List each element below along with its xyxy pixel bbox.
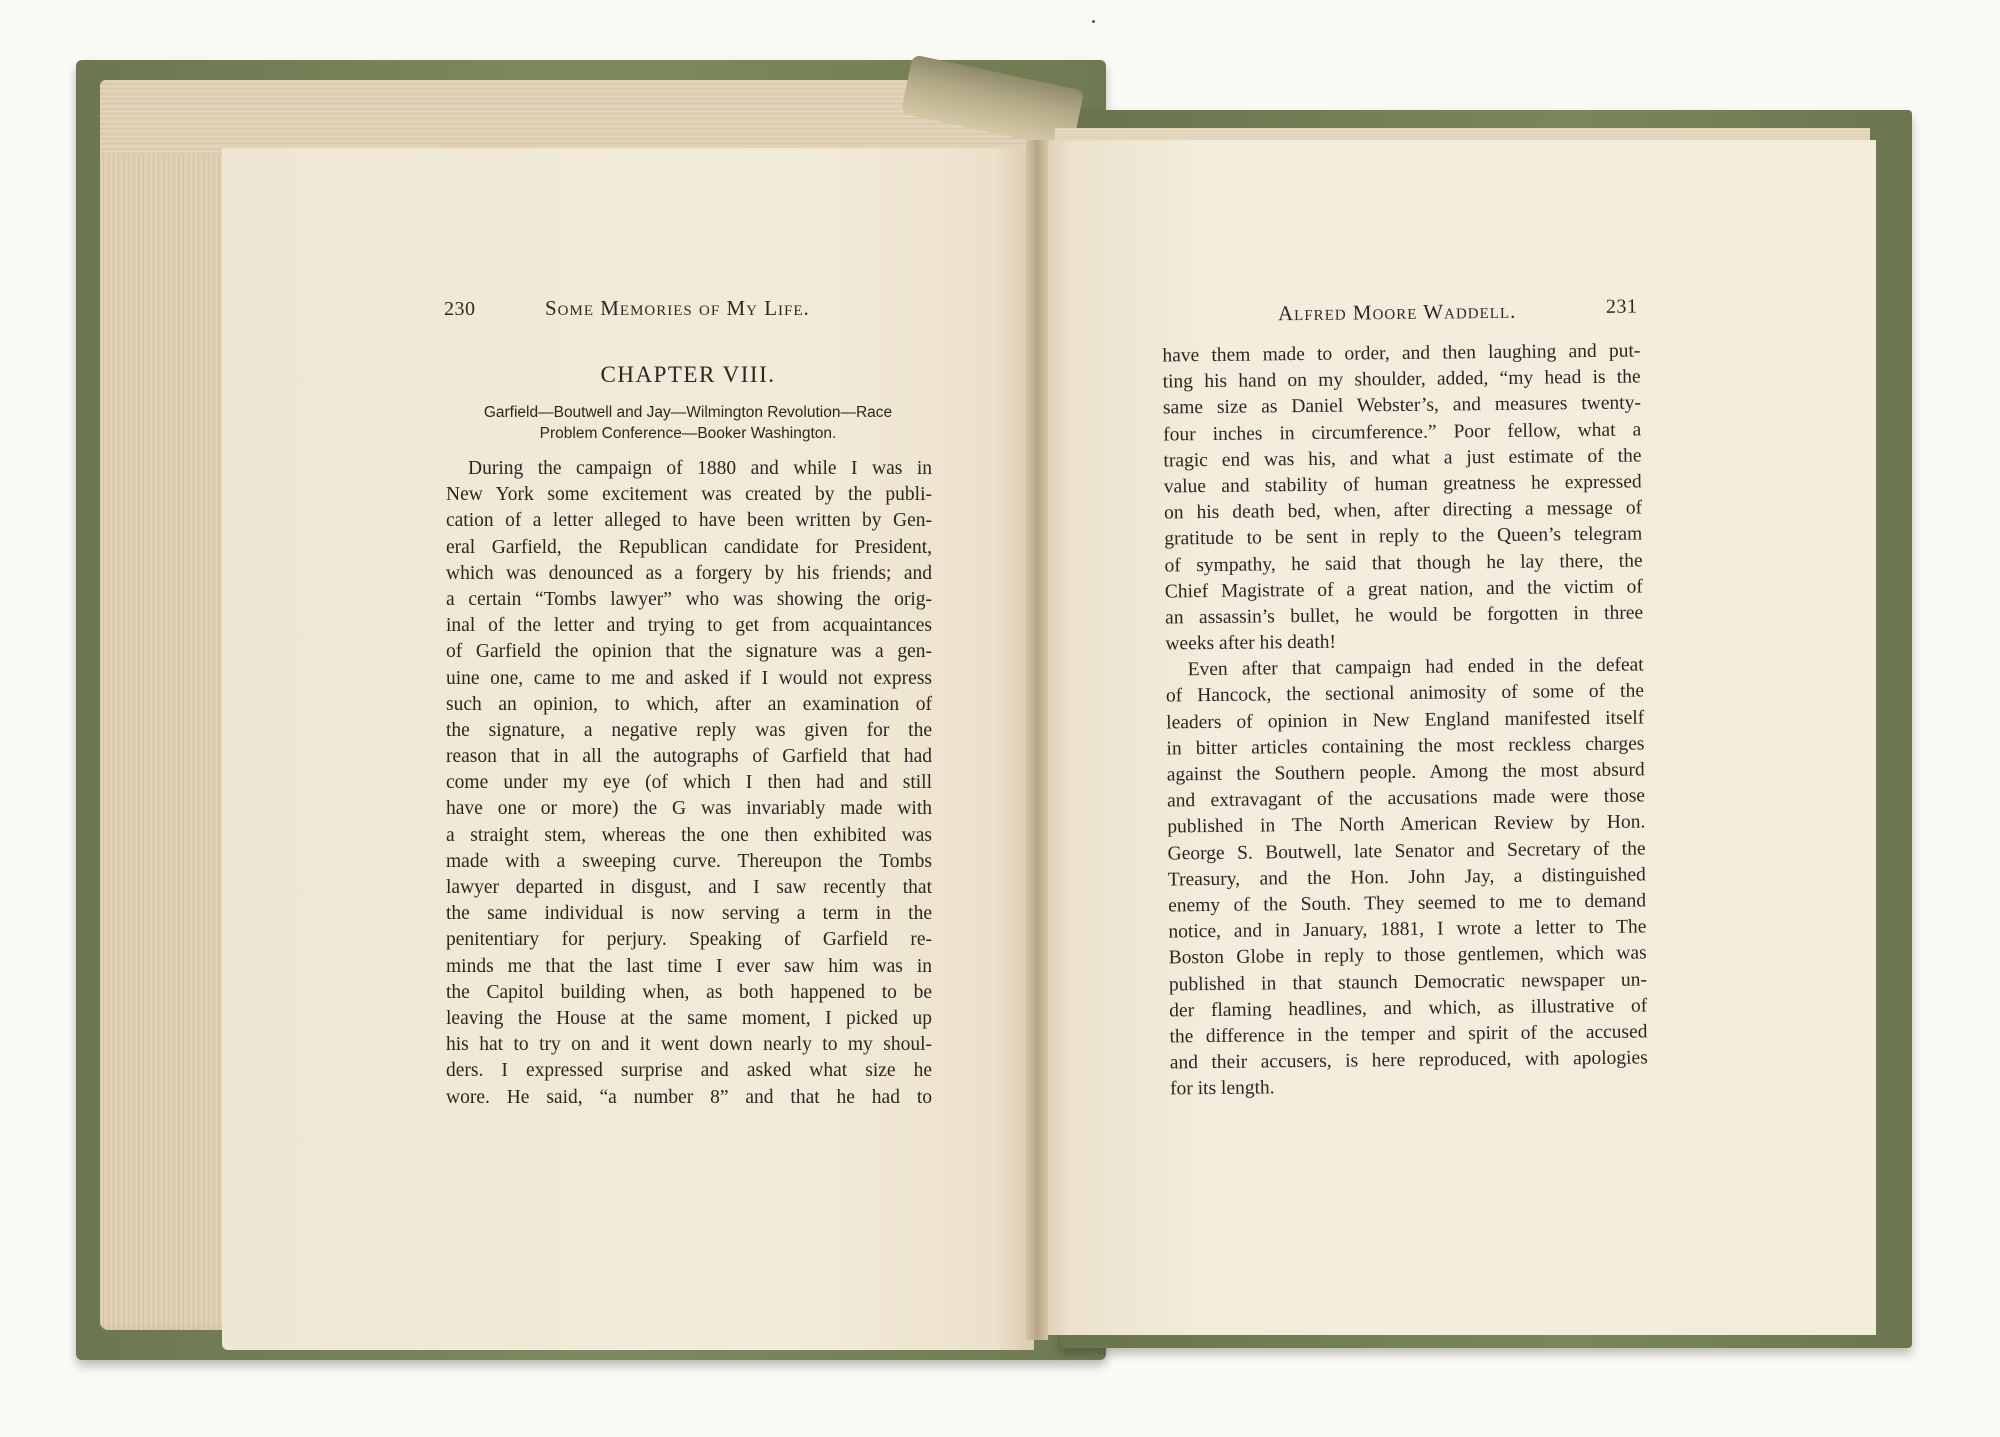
text-line: the Capitol building when, as both happened to be: [446, 981, 932, 1003]
text-line: eral Garfield, the Republican candidate for President,: [446, 536, 932, 558]
text-line: value and stability of human greatness he expressed: [1163, 471, 1642, 498]
text-line: for its length.: [1169, 1077, 1275, 1100]
chapter-title: CHAPTER VIII.: [600, 362, 776, 387]
text-line: lawyer departed in disgust, and I saw recently that: [446, 877, 932, 898]
text-line: New York some excitement was created by the publi-: [446, 484, 932, 506]
text-line: notice, and in January, 1881, I wrote a letter to The: [1168, 916, 1647, 943]
text-line: of sympathy, he said that though he lay there, the: [1164, 549, 1643, 576]
text-line: such an opinion, to which, after an examination of: [446, 693, 932, 715]
text-line: George S. Boutwell, late Senator and Secretary of the: [1167, 837, 1646, 865]
left-running-head: Some Memories of My Life.: [545, 296, 810, 320]
text-line: against the Southern people. Among the most absurd: [1166, 759, 1645, 786]
text-line: made with a sweeping curve. Thereupon the Tombs: [446, 850, 932, 872]
text-line: in bitter articles containing the most reckless charges: [1166, 733, 1645, 760]
text-line: Chief Magistrate of a great nation, and the victim of: [1164, 576, 1643, 603]
text-line: have one or more) the G was invariably made with: [446, 798, 932, 820]
text-line: the same individual is now serving a term in the: [446, 903, 932, 925]
text-line: ting his hand on my shoulder, added, “my head is the: [1162, 366, 1641, 393]
text-line: published in that staunch Democratic newspaper un-: [1168, 968, 1648, 995]
text-line: minds me that the last time I ever saw him was in: [446, 955, 932, 977]
text-line: enemy of the South. They seemed to me to demand: [1168, 890, 1647, 917]
text-line: ders. I expressed surprise and asked what size he: [446, 1060, 932, 1082]
text-line: his hat to try on and it went down nearly to my shoul-: [446, 1034, 932, 1056]
text-line: and extravagant of the accusations made were those: [1166, 785, 1646, 812]
text-line: same size as Daniel Webster’s, and measures twenty-: [1162, 392, 1642, 419]
dust-speck: [1092, 20, 1095, 23]
text-line: an assassin’s bullet, he would be forgotten in three: [1165, 602, 1644, 629]
text-line: have them made to order, and then laughing and put-: [1162, 340, 1641, 367]
text-line: During the campaign of 1880 and while I was in: [468, 458, 932, 479]
text-line: Boston Globe in reply to those gentlemen, which was: [1168, 942, 1647, 969]
text-line: leaving the House at the same moment, I picked up: [446, 1007, 932, 1029]
text-line: four inches in circumference.” Poor fellow, what a: [1163, 419, 1642, 446]
text-line: of Hancock, the sectional animosity of some of the: [1165, 680, 1645, 707]
text-line: penitentiary for perjury. Speaking of Garfield re-: [446, 929, 932, 951]
text-line: of Garfield the opinion that the signature was a gen-: [446, 641, 932, 663]
text-line: on his death bed, when, after directing a message of: [1163, 497, 1643, 524]
text-line: Even after that campaign had ended in the defeat: [1187, 654, 1644, 681]
text-line: gratitude to be sent in reply to the Queen’s telegram: [1164, 523, 1643, 550]
text-line: wore. He said, “a number 8” and that he had to: [446, 1086, 932, 1108]
text-line: inal of the letter and trying to get from acquaintances: [446, 615, 932, 637]
synopsis-line: Problem Conference—Booker Washington.: [539, 425, 837, 442]
text-line: reason that in all the autographs of Garfield that had: [446, 746, 932, 768]
text-line: and their accusers, is here reproduced, with apologies: [1169, 1047, 1648, 1074]
text-line: Treasury, and the Hon. John Jay, a distinguished: [1167, 864, 1646, 891]
left-page-number: 230: [444, 298, 476, 320]
text-line: weeks after his death!: [1165, 631, 1337, 655]
text-line: cation of a letter alleged to have been written by Gen-: [446, 510, 932, 532]
text-line: a certain “Tombs lawyer” who was showing the orig-: [446, 588, 932, 610]
text-line: der flaming headlines, and which, as illustrative of: [1169, 995, 1648, 1022]
synopsis-line: Garfield—Boutwell and Jay—Wilmington Revolution—Race: [483, 404, 893, 421]
text-line: uine one, came to me and asked if I would not express: [446, 667, 932, 689]
right-page-body: [1162, 338, 1648, 1102]
text-line: which was denounced as a forgery by his friends; and: [446, 562, 932, 584]
right-page-number: 231: [1605, 295, 1638, 318]
text-line: published in The North American Review by Hon.: [1167, 811, 1646, 838]
text-line: the signature, a negative reply was given for the: [446, 719, 932, 741]
text-line: a straight stem, whereas the one then exhibited was: [446, 824, 932, 846]
text-line: come under my eye (of which I then had and still: [446, 772, 932, 794]
right-running-head: Alfred Moore Waddell.: [1277, 298, 1517, 326]
text-line: the difference in the temper and spirit of the accused: [1169, 1021, 1648, 1048]
text-line: tragic end was his, and what a just estimate of the: [1163, 445, 1642, 472]
text-line: leaders of opinion in New England manifested itself: [1166, 707, 1645, 734]
